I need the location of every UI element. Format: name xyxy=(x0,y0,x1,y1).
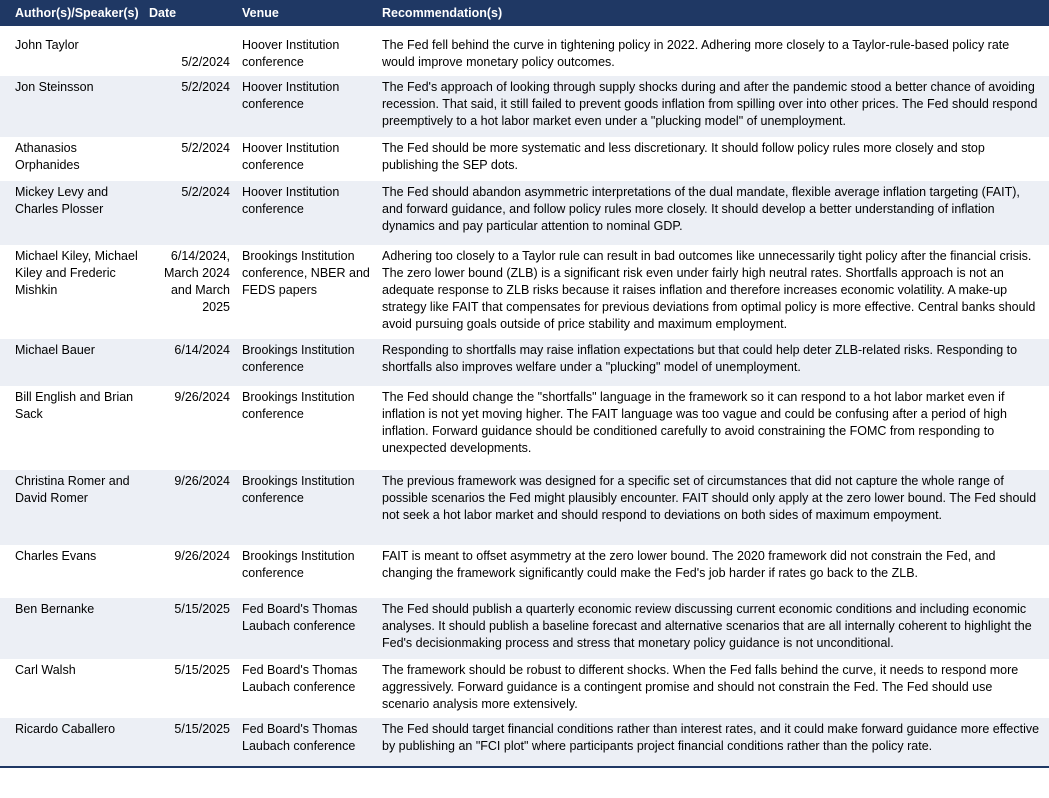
venue-cell: Brookings Institution conference xyxy=(238,339,378,386)
table-row xyxy=(0,339,1049,386)
recommendation-cell: The Fed should publish a quarterly economic review discussing current economic conditions and including economic analyses. It should publish a baseline forecast and alternative scenarios that are all internally coherent to highlight the Fed's decisionmaking process and stress that monetary policy guidance is not unconditional. xyxy=(378,598,1049,659)
table-row xyxy=(0,470,1049,545)
recommendation-cell: The Fed should target financial conditions rather than interest rates, and it could make forward guidance more effective by publishing an "FCI plot" where participants project financial conditions rather than the policy rate. xyxy=(378,718,1049,766)
table-row xyxy=(0,76,1049,137)
venue-cell: Brookings Institution conference xyxy=(238,470,378,545)
date-cell: 6/14/2024 xyxy=(143,339,238,386)
date-cell: 6/14/2024, March 2024 and March 2025 xyxy=(163,249,230,314)
header-recommendation: Recommendation(s) xyxy=(378,0,1049,26)
header-venue: Venue xyxy=(238,0,378,26)
recommendation-cell: The Fed should abandon asymmetric interpretations of the dual mandate, flexible average inflation targeting (FAIT), and forward guidance, and follow policy rules more closely. It should develop a better understanding of inflation dynamics and pay particular attention to nominal GDP. xyxy=(378,181,1049,245)
date-cell: 5/2/2024 xyxy=(181,55,230,69)
table-row xyxy=(0,545,1049,598)
header-date: Date xyxy=(143,0,238,26)
recommendation-cell: The Fed should be more systematic and less discretionary. It should follow policy rules more closely and stop publishing the SEP dots. xyxy=(382,141,985,172)
author-cell: Carl Walsh xyxy=(15,663,76,677)
recommendation-cell: The Fed should change the "shortfalls" language in the framework so it can respond to a hot labor market even if inflation is not yet moving higher. The FAIT language was too vague and could be confusing after a period of high inflation. Forward guidance should be conditioned carefully to avoid constraining the FOMC from responding to unexpected developments. xyxy=(382,390,1007,455)
venue-cell: Brookings Institution conference, NBER and FEDS papers xyxy=(242,249,370,297)
recommendation-cell: The framework should be robust to different shocks. When the Fed falls behind the curve, it needs to respond more aggressively. Forward guidance is a contingent promise and should not constrain the Fed. The Fed should use scenario analysis more extensively. xyxy=(382,663,1019,711)
recommendation-cell: Responding to shortfalls may raise inflation expectations but that could help deter ZLB-related risks. Responding to shortfalls also improves welfare under a "plucking" model of unemployment. xyxy=(378,339,1049,386)
author-cell: Michael Bauer xyxy=(0,339,143,386)
venue-cell: Brookings Institution conference xyxy=(242,390,355,421)
venue-cell: Fed Board's Thomas Laubach conference xyxy=(242,663,358,694)
venue-cell: Hoover Institution conference xyxy=(242,141,340,172)
recommendation-cell: Adhering too closely to a Taylor rule can result in bad outcomes like unnecessarily tight policy after the financial crisis. The zero lower bound (ZLB) is a significant risk even under fairly high neutral rates. Shortfalls approach is not an adequate response to ZLB risks because it raises inflation and therefore increases economic volatility. A make-up strategy like FAIT that compensates for previous deviations from optimal policy is more effective. Central banks should avoid pursuing goals outside of price stability and maximum employment. xyxy=(382,249,1036,331)
author-cell: Ricardo Caballero xyxy=(0,718,143,766)
date-cell: 9/26/2024 xyxy=(143,470,238,545)
author-cell: Athanasios Orphanides xyxy=(15,141,80,172)
venue-cell: Fed Board's Thomas Laubach conference xyxy=(238,718,378,766)
author-cell: Christina Romer and David Romer xyxy=(0,470,143,545)
date-cell: 5/2/2024 xyxy=(143,181,238,245)
author-cell: Bill English and Brian Sack xyxy=(15,390,134,421)
author-cell: John Taylor xyxy=(15,38,79,52)
author-cell: Charles Evans xyxy=(15,549,97,563)
venue-cell: Hoover Institution conference xyxy=(238,181,378,245)
venue-cell: Hoover Institution conference xyxy=(238,76,378,137)
table-row xyxy=(0,718,1049,766)
table-row xyxy=(0,245,1049,339)
date-cell: 5/15/2025 xyxy=(174,663,230,677)
recommendation-cell: The Fed fell behind the curve in tightening policy in 2022. Adhering more closely to a Taylor-rule-based policy rate would improve monetary policy outcomes. xyxy=(382,38,1010,69)
venue-cell: Brookings Institution conference xyxy=(242,549,355,580)
venue-cell: Hoover Institution conference xyxy=(242,38,340,69)
author-cell: Ben Bernanke xyxy=(0,598,143,659)
date-cell: 5/2/2024 xyxy=(181,141,230,155)
date-cell: 9/26/2024 xyxy=(174,390,230,404)
table-row xyxy=(0,598,1049,659)
author-cell: Jon Steinsson xyxy=(0,76,143,137)
table-header-row xyxy=(0,0,1049,26)
date-cell: 5/15/2025 xyxy=(143,598,238,659)
table-row xyxy=(0,386,1049,470)
table-row xyxy=(0,659,1049,718)
table-row xyxy=(0,181,1049,245)
recommendation-cell: The Fed's approach of looking through supply shocks during and after the pandemic stood a better chance of avoiding recession. That said, it still failed to prevent goods inflation from spilling over into other prices. The Fed should respond preemptively to a hot labor market even under a "plucking model" of unemployment. xyxy=(378,76,1049,137)
date-cell: 5/2/2024 xyxy=(143,76,238,137)
venue-cell: Fed Board's Thomas Laubach conference xyxy=(238,598,378,659)
recommendation-cell: FAIT is meant to offset asymmetry at the zero lower bound. The 2020 framework did not constrain the Fed, and changing the framework significantly could make the Fed's job harder if rates go back to the ZLB. xyxy=(382,549,996,580)
date-cell: 9/26/2024 xyxy=(174,549,230,563)
header-author: Author(s)/Speaker(s) xyxy=(0,0,143,26)
date-cell: 5/15/2025 xyxy=(143,718,238,766)
author-cell: Mickey Levy and Charles Plosser xyxy=(0,181,143,245)
author-cell: Michael Kiley, Michael Kiley and Frederic Mishkin xyxy=(15,249,138,297)
table-row xyxy=(0,26,1049,76)
table-row xyxy=(0,137,1049,181)
recommendation-cell: The previous framework was designed for a specific set of circumstances that did not capture the whole range of possible scenarios the Fed might plausibly encounter. FAIT should only apply at the zero lower bound. The Fed should not seek a hot labor market and should respond to deviations on both sides of maximum empoyment. xyxy=(378,470,1049,545)
table-bottom-rule xyxy=(0,766,1049,768)
